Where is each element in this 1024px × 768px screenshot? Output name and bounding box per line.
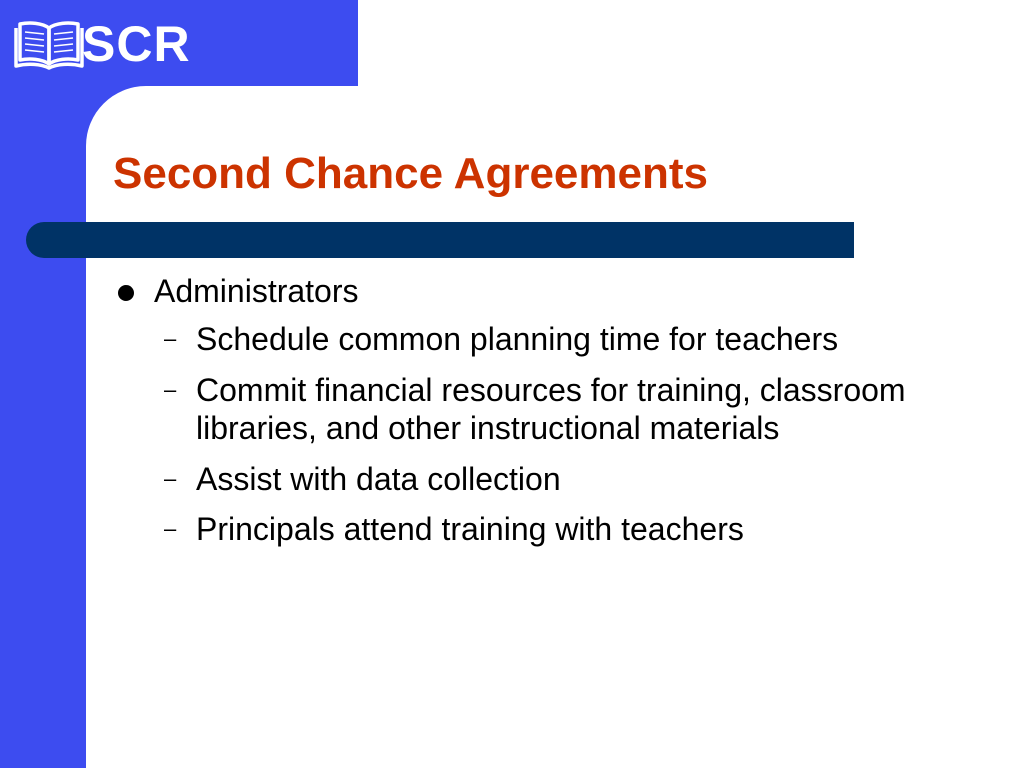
dash-icon: – <box>164 465 177 491</box>
dash-icon: – <box>164 515 177 541</box>
sub-bullet-text: Commit financial resources for training, classroom libraries, and other instructional materials <box>196 371 906 447</box>
slide-title: Second Chance Agreements <box>113 149 708 198</box>
sub-bullet-text: Assist with data collection <box>196 460 561 497</box>
dash-icon: – <box>164 326 177 352</box>
logo-text: SCR <box>82 16 191 72</box>
sub-bullet-text: Schedule common planning time for teachers <box>196 321 839 358</box>
logo <box>14 14 191 74</box>
bullet-dot-icon <box>118 285 134 301</box>
bullet-text: Administrators <box>154 273 359 309</box>
sub-bullet-item <box>164 460 972 498</box>
bullet-item <box>112 272 972 310</box>
dash-icon: – <box>164 376 177 402</box>
slide-content <box>112 272 972 560</box>
open-book-icon <box>14 18 84 70</box>
sub-bullet-item <box>164 510 972 548</box>
sub-bullet-item <box>164 320 972 358</box>
left-frame-bar <box>0 0 86 768</box>
title-divider-bar <box>26 222 854 258</box>
sub-bullet-text: Principals attend training with teachers <box>196 510 744 547</box>
sub-bullet-item <box>164 371 972 448</box>
